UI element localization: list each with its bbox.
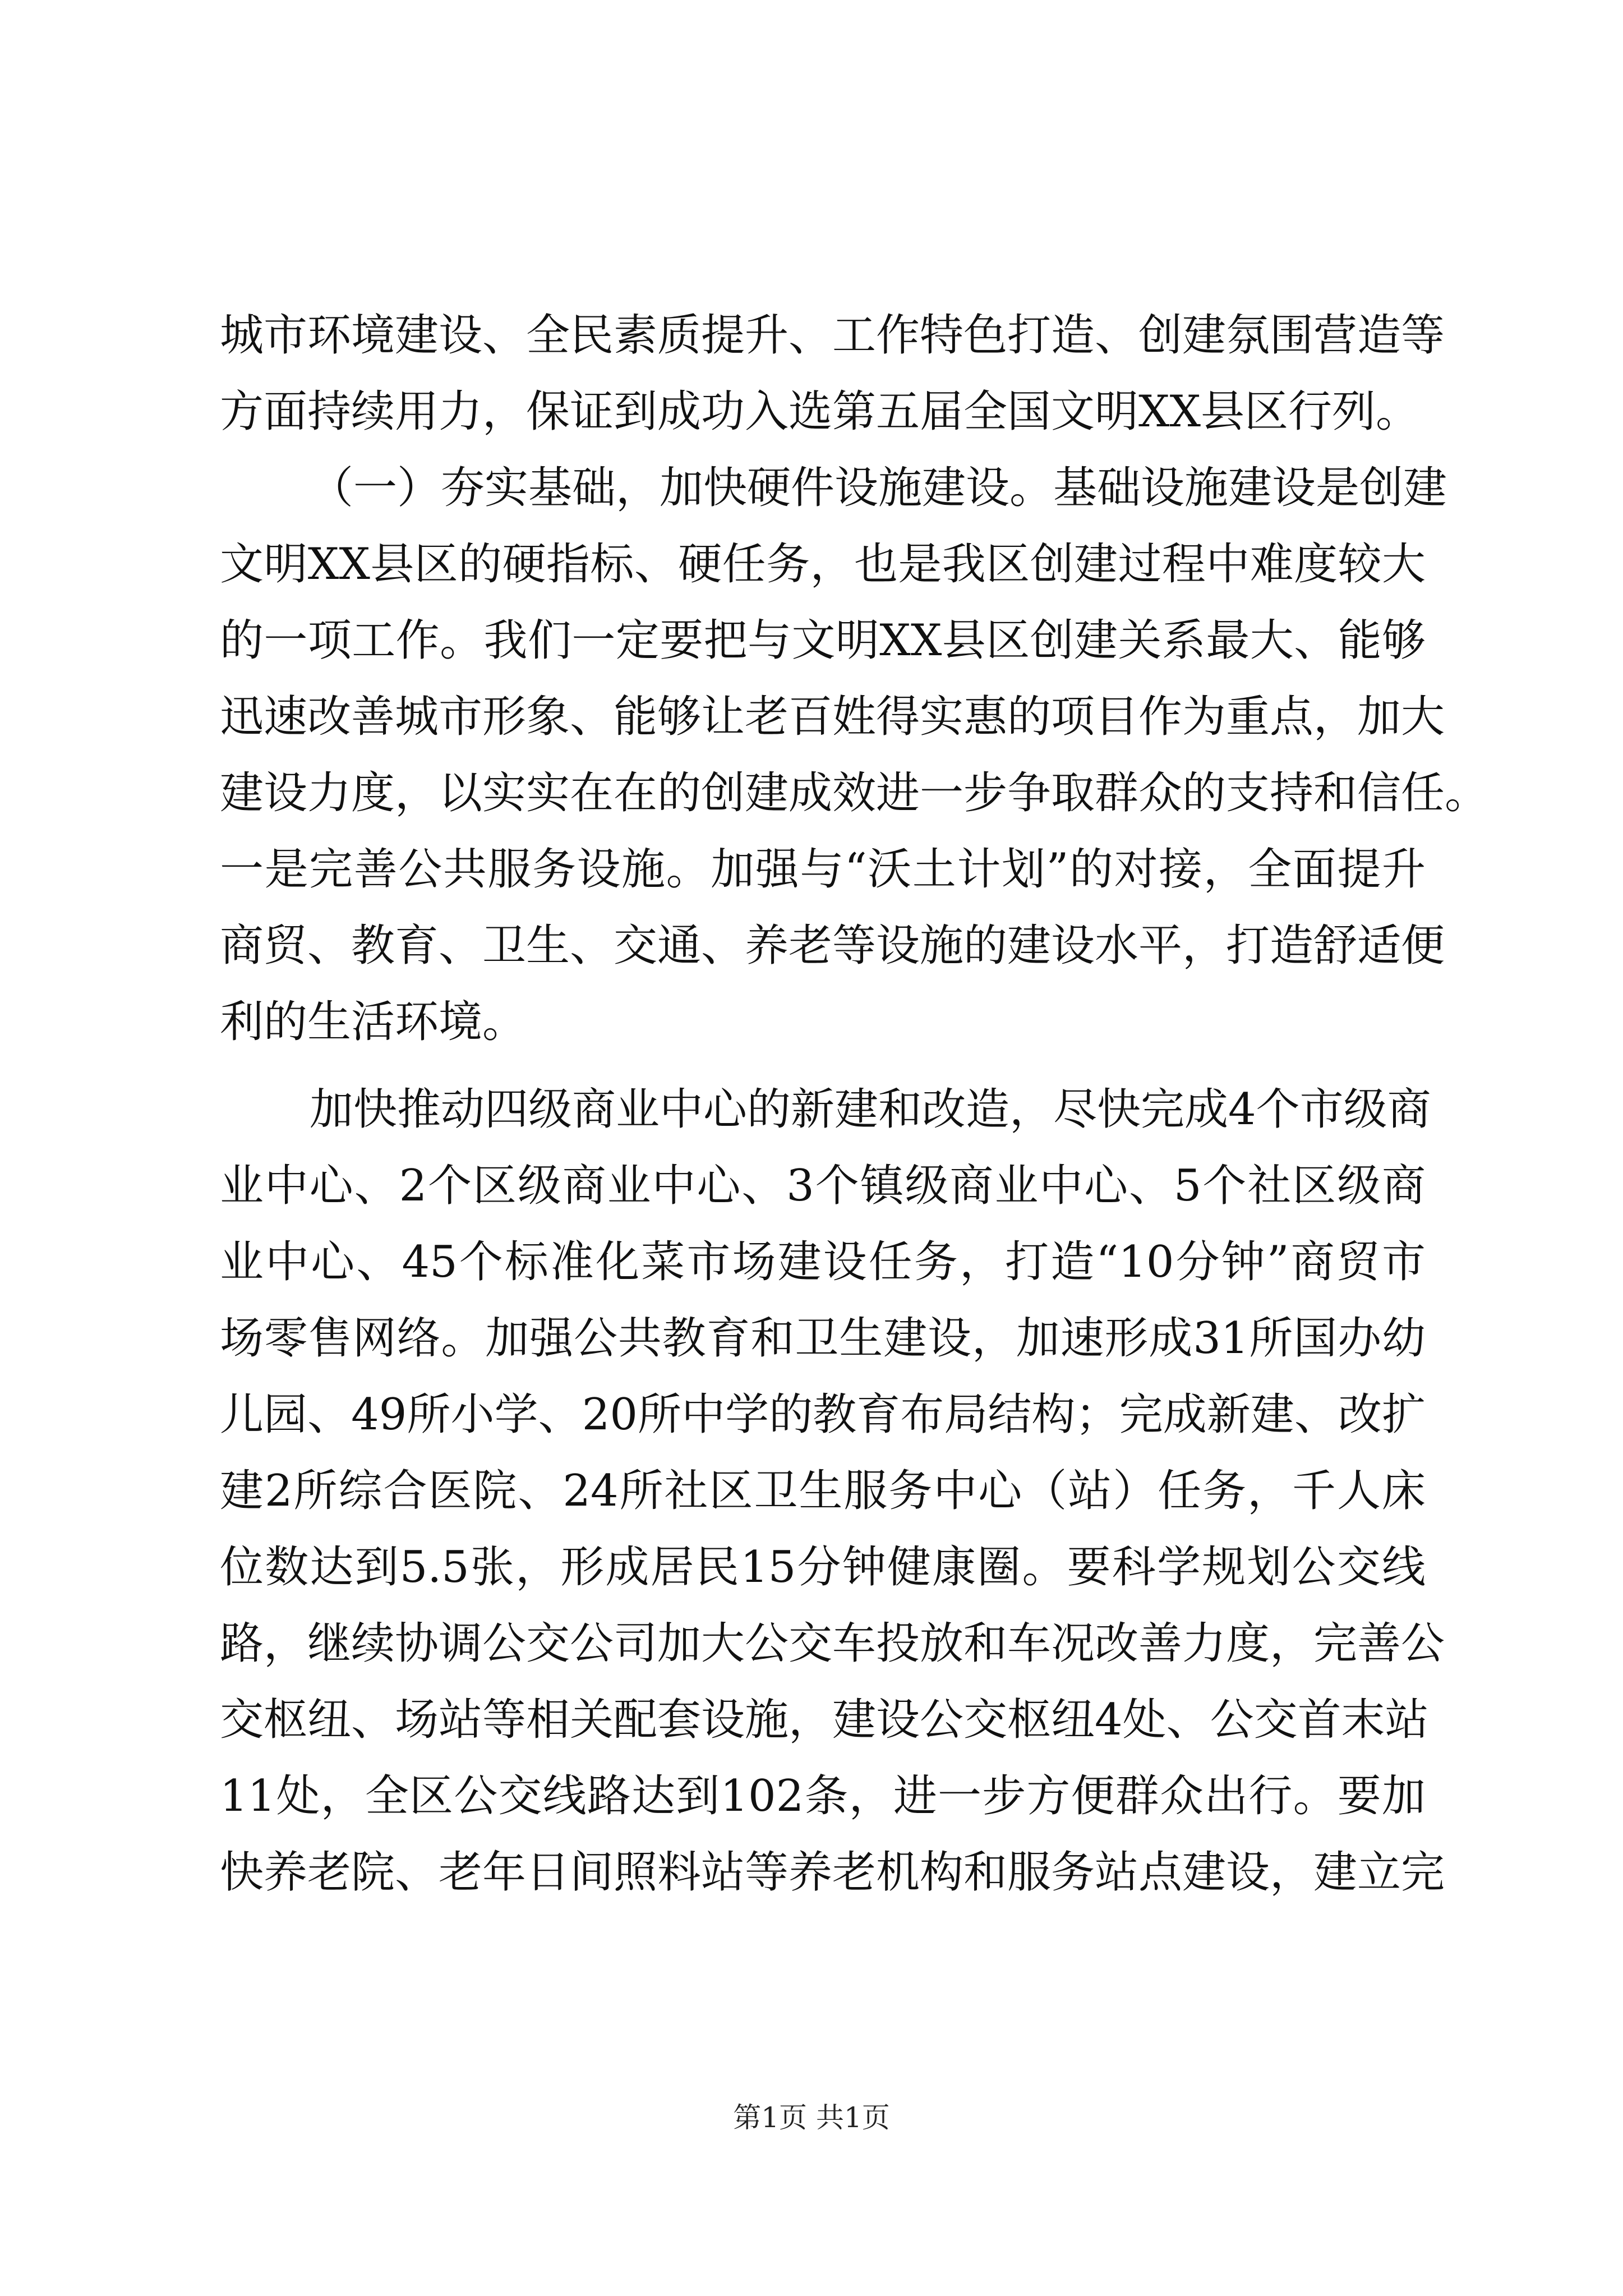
- text-line-2: 方面持续用力，保证到成功入选第五届全国文明XX县区行列。: [220, 386, 1420, 437]
- page-number-label: 第1页 共1页: [733, 2101, 890, 2134]
- text-line-7: 建设力度，以实实在在的创建成效进一步争取群众的支持和信任。: [220, 768, 1489, 818]
- paragraph-gap: [220, 1060, 1426, 1071]
- text-line-10: 利的生活环境。: [220, 997, 527, 1047]
- text-line-6: 迅速改善城市形象、能够让老百姓得实惠的项目作为重点，加大: [220, 692, 1445, 742]
- text-line-8: 一是完善公共服务设施。加强与“沃土计划”的对接，全面提升: [220, 844, 1426, 895]
- text-line-16: 建2所综合医院、24所社区卫生服务中心（站）任务，千人床: [220, 1466, 1426, 1516]
- text-line-12: 业中心、2个区级商业中心、3个镇级商业中心、5个社区级商: [220, 1161, 1426, 1211]
- text-line-11: 加快推动四级商业中心的新建和改造，尽快完成4个市级商: [310, 1084, 1431, 1135]
- text-line-4: 文明XX县区的硬指标、硬任务，也是我区创建过程中难度较大: [220, 539, 1426, 590]
- text-line-21: 快养老院、老年日间照料站等养老机构和服务站点建设，建立完: [220, 1847, 1445, 1898]
- text-line-15: 儿园、49所小学、20所中学的教育布局结构；完成新建、改扩: [220, 1389, 1426, 1440]
- text-line-19: 交枢纽、场站等相关配套设施，建设公交枢纽4处、公交首末站: [220, 1695, 1429, 1745]
- text-line-14: 场零售网络。加强公共教育和卫生建设，加速形成31所国办幼: [220, 1313, 1426, 1364]
- text-line-1: 城市环境建设、全民素质提升、工作特色打造、创建氛围营造等: [220, 310, 1445, 361]
- text-line-3: （一）夯实基础，加快硬件设施建设。基础设施建设是创建: [310, 463, 1447, 513]
- text-line-17: 位数达到5.5张，形成居民15分钟健康圈。要科学规划公交线: [220, 1542, 1426, 1593]
- text-line-13: 业中心、45个标准化菜市场建设任务，打造“10分钟”商贸市: [220, 1237, 1426, 1287]
- text-line-9: 商贸、教育、卫生、交通、养老等设施的建设水平，打造舒适便: [220, 921, 1445, 971]
- text-line-18: 路，继续协调公交公司加大公交车投放和车况改善力度，完善公: [220, 1618, 1445, 1669]
- page-footer: [0, 2101, 1623, 2134]
- text-line-20: 11处，全区公交线路达到102条，进一步方便群众出行。要加: [220, 1771, 1426, 1821]
- text-line-5: 的一项工作。我们一定要把与文明XX县区创建关系最大、能够: [220, 615, 1426, 666]
- document-body: [220, 297, 1489, 1911]
